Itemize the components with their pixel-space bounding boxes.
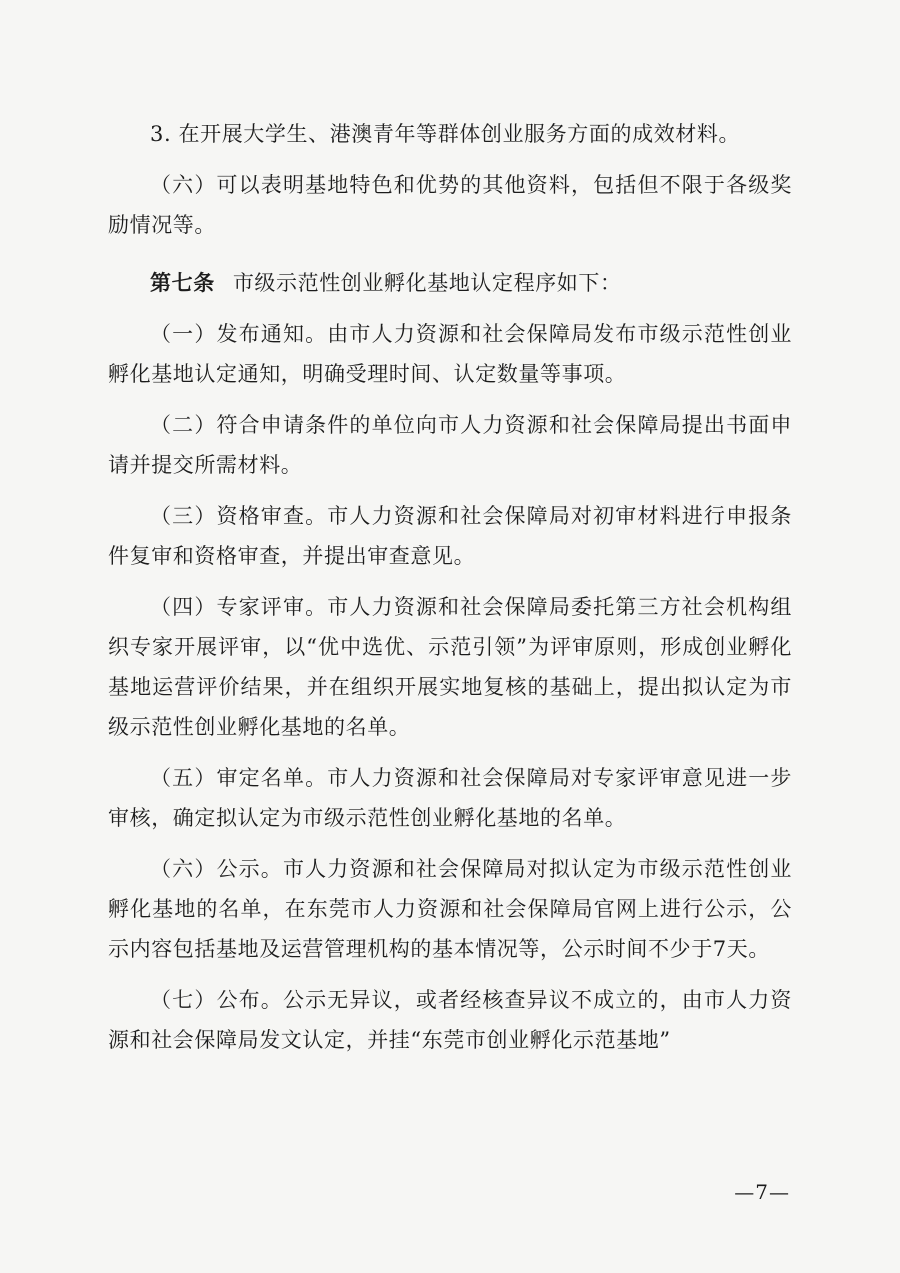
page-number: —7— — [734, 1180, 790, 1204]
paragraph-6: （三）资格审查。市人力资源和社会保障局对初审材料进行申报条件复审和资格审查，并提出审查意见。 — [108, 504, 792, 568]
paragraph-9: （六）公示。市人力资源和社会保障局对拟认定为市级示范性创业孵化基地的名单，在东莞市人力资源和社会保障局官网上进行公示，公示内容包括基地及运营管理机构的基本情况等，公示时间不少于7天。 — [108, 857, 792, 961]
paragraph-1: 3. 在开展大学生、港澳青年等群体创业服务方面的成效材料。 — [150, 122, 741, 146]
article-7-paragraph — [108, 263, 792, 303]
paragraph-7: （四）专家评审。市人力资源和社会保障局委托第三方社会机构组织专家开展评审，以“优中选优、示范引领”为评审原则，形成创业孵化基地运营评价结果，并在组织开展实地复核的基础上，提出拟认定为市级示范性创业孵化基地的名单。 — [108, 595, 792, 739]
document-body — [108, 114, 792, 1060]
paragraph-5: （二）符合申请条件的单位向市人力资源和社会保障局提出书面申请并提交所需材料。 — [108, 413, 792, 477]
article-7-text: 市级示范性创业孵化基地认定程序如下： — [232, 271, 622, 295]
paragraph-8: （五）审定名单。市人力资源和社会保障局对专家评审意见进一步审核，确定拟认定为市级示范性创业孵化基地的名单。 — [108, 766, 792, 830]
paragraph-10: （七）公布。公示无异议，或者经核查异议不成立的，由市人力资源和社会保障局发文认定，并挂“东莞市创业孵化示范基地” — [108, 988, 792, 1052]
paragraph-2: （六）可以表明基地特色和优势的其他资料，包括但不限于各级奖励情况等。 — [108, 173, 792, 237]
article-7-heading: 第七条 — [150, 270, 215, 295]
paragraph-4: （一）发布通知。由市人力资源和社会保障局发布市级示范性创业孵化基地认定通知，明确受理时间、认定数量等事项。 — [108, 322, 792, 386]
